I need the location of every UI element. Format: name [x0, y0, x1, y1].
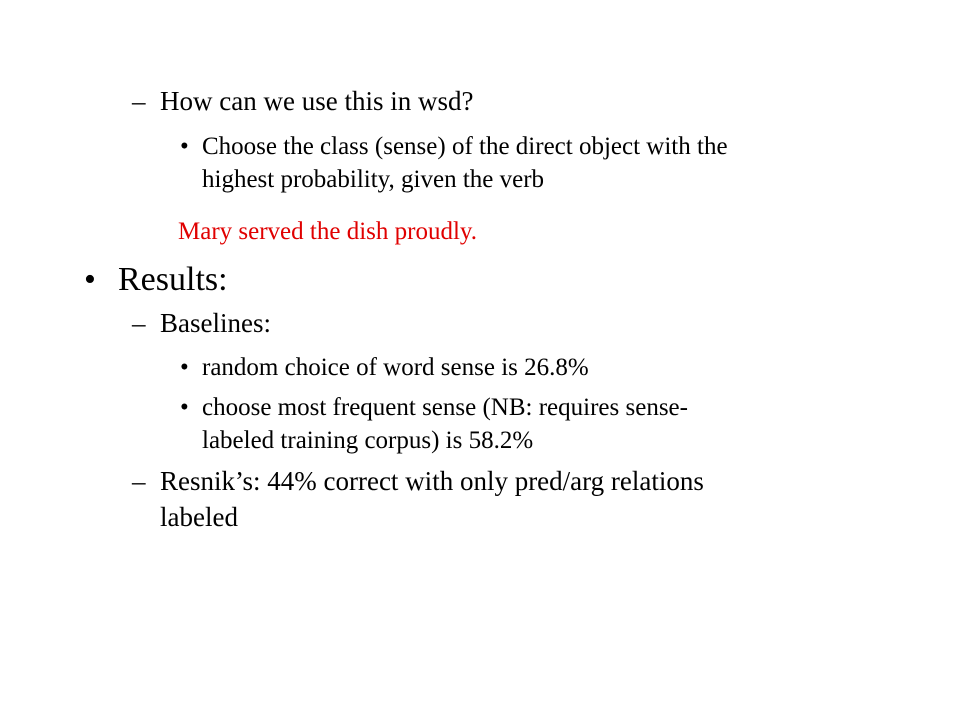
dash-bullet: – — [132, 86, 146, 116]
baselines-label: Baselines: — [160, 308, 271, 338]
choose-class-line-1: Choose the class (sense) of the direct object with the — [202, 133, 728, 160]
results-heading: Results: — [118, 261, 228, 298]
question-text: How can we use this in wsd? — [160, 86, 474, 116]
resnik-line-2: labeled — [160, 502, 238, 532]
choose-class-line-2: highest probability, given the verb — [202, 166, 545, 193]
example-sentence: Mary served the dish proudly. — [178, 218, 478, 245]
dash-bullet: – — [132, 466, 146, 496]
bullet: • — [180, 394, 189, 421]
most-frequent-line-1: choose most frequent sense (NB: requires sense- — [202, 394, 688, 421]
bullet: • — [180, 354, 189, 381]
bullet: • — [180, 133, 189, 160]
resnik-line-1: Resnik’s: 44% correct with only pred/arg relations — [160, 466, 704, 496]
most-frequent-line-2: labeled training corpus) is 58.2% — [202, 427, 534, 454]
bullet: • — [84, 261, 96, 298]
dash-bullet: – — [132, 308, 146, 338]
random-choice-text: random choice of word sense is 26.8% — [202, 354, 589, 381]
